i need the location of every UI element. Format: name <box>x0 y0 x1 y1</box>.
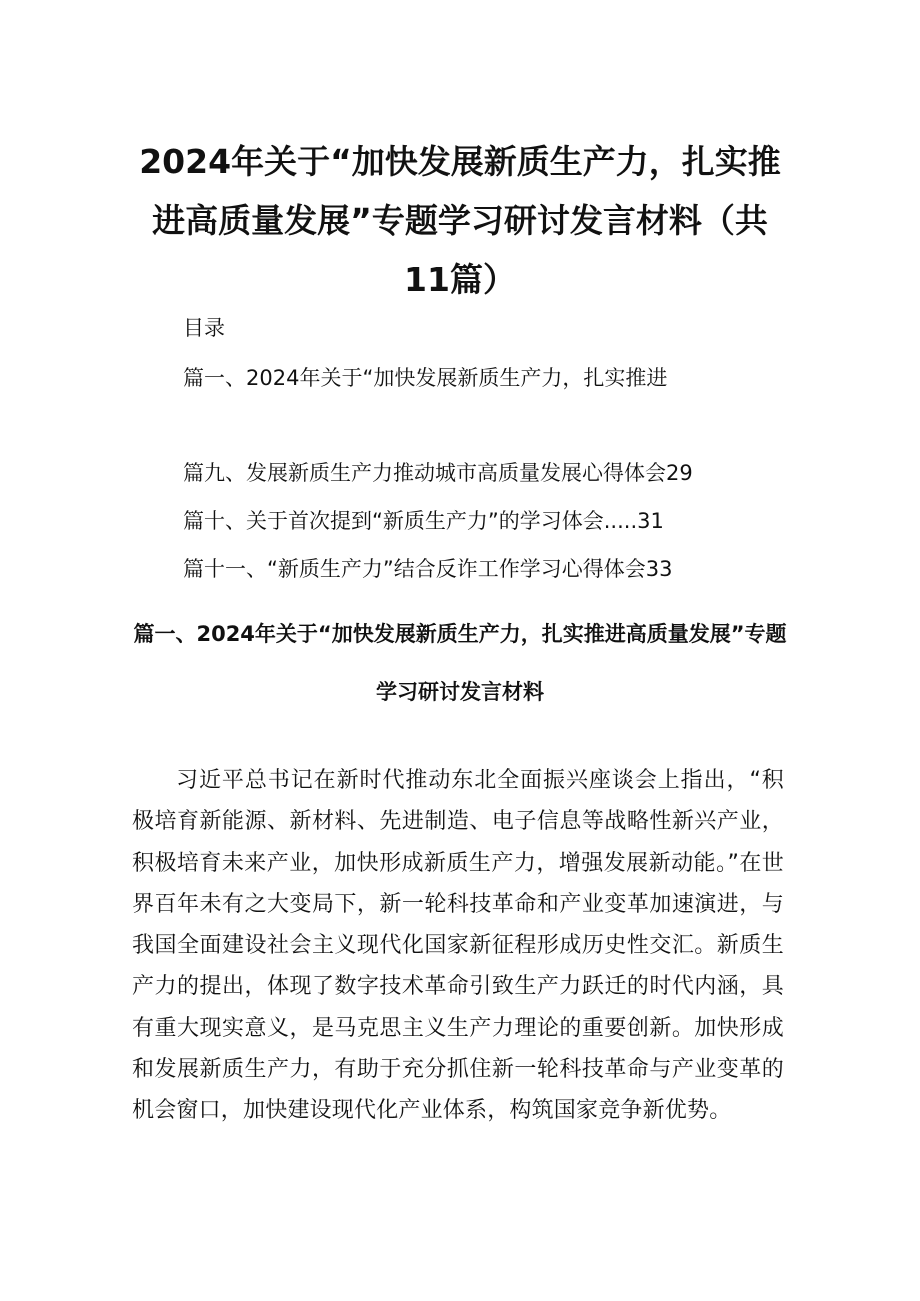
toc-item[interactable]: 篇一、2024年关于“加快发展新质生产力，扎实推进 <box>183 366 668 390</box>
section-title-rest: 年关于“加快发展新质生产力，扎实推进高质量发展”专题学习研讨发言材料 <box>254 622 787 704</box>
document-title: 2024年关于“加快发展新质生产力，扎实推进高质量发展”专题学习研讨发言材料（共11篇） <box>139 142 781 299</box>
toc-heading: 目录 <box>183 316 225 340</box>
toc-item[interactable]: 篇九、发展新质生产力推动城市高质量发展心得体会29 <box>183 461 693 485</box>
toc-item[interactable]: 篇十一、“新质生产力”结合反诈工作学习心得体会33 <box>183 557 673 581</box>
toc-item[interactable]: 篇十、关于首次提到“新质生产力”的学习体会.....31 <box>183 509 664 533</box>
body-paragraph: 习近平总书记在新时代推动东北全面振兴座谈会上指出，“积极培育新能源、新材料、先进制造、电子信息等战略性新兴产业，积极培育未来产业，加快形成新质生产力，增强发展新动能。”在世界百年未有之大变局下，新一轮科技革命和产业变革加速演进，与我国全面建设社会主义现代化国家新征程形成历史性交汇。新质生产力的提出，体现了数字技术革命引致生产力跃迁的时代内涵，具有重大现实意义，是马克思主义生产力理论的重要创新。加快形成和发展新质生产力，有助于充分抓住新一轮科技革命与产业变革的机会窗口，加快建设现代化产业体系，构筑国家竞争新优势。 <box>132 768 784 1124</box>
section-title <box>130 605 790 721</box>
section-title-prefix: 篇一、2024 <box>133 622 255 646</box>
